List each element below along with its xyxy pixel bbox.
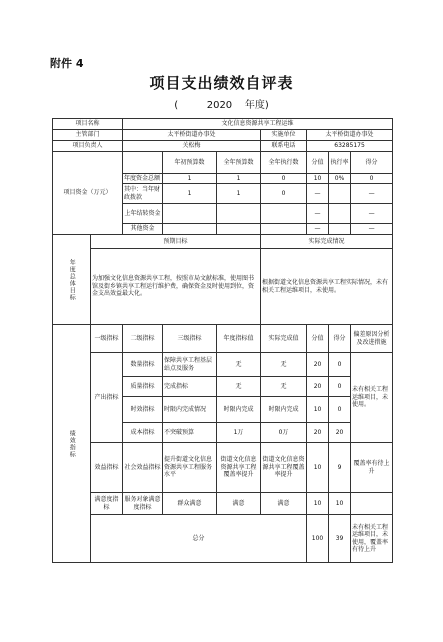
funds-cell [329, 224, 351, 235]
total-row [53, 515, 393, 563]
funds-cell: — [307, 184, 329, 204]
perf-got: 10 [329, 493, 351, 515]
perf-l2: 质量指标 [123, 377, 163, 397]
satisfaction-label: 满意度指标 [91, 493, 123, 515]
funds-header-1: 全年预算数 [217, 152, 261, 174]
total-label: 总分 [91, 515, 307, 563]
goals-section-label: 年度总体目标 [68, 258, 76, 301]
perf-row [53, 443, 393, 493]
funds-header-blank [123, 152, 163, 174]
perf-row [53, 353, 393, 377]
perf-reason: 覆盖率有待上升 [351, 443, 393, 493]
funds-cell [329, 204, 351, 224]
perf-reason [351, 493, 393, 515]
funds-header-3: 分值 [307, 152, 329, 174]
year-value: 2020 [206, 100, 233, 111]
goals-expected-header: 预期目标 [91, 235, 261, 249]
phone-value: 63285175 [307, 141, 393, 152]
perf-reason: 未有相关工程运维项目，未使用。 [351, 353, 393, 443]
perf-l2: 成本指标 [123, 423, 163, 443]
perf-l3: 提升街道文化信息资源共享工程服务水平 [163, 443, 217, 493]
output-label: 产出指标 [91, 353, 123, 443]
project-name-label: 项目名称 [53, 119, 123, 130]
perf-l2: 社会效益指标 [123, 443, 163, 493]
perf-actual: 满意 [261, 493, 307, 515]
funds-cell [217, 224, 261, 235]
perf-header-4: 实际完成值 [261, 325, 307, 353]
funds-row-label: 上年结转资金 [123, 204, 163, 224]
info-row-dept [53, 130, 393, 141]
perf-target: 街道文化信息资源共享工程覆盖率提升 [217, 443, 261, 493]
total-got: 39 [329, 515, 351, 563]
perf-actual: 0万 [261, 423, 307, 443]
perf-score: 10 [307, 397, 329, 423]
perf-header-7: 偏差原因分析及改进措施 [351, 325, 393, 353]
funds-cell: 0 [351, 174, 393, 184]
perf-score: 20 [307, 377, 329, 397]
perf-got: 20 [329, 423, 351, 443]
year-line [0, 96, 443, 111]
goals-header-row [53, 235, 393, 249]
project-name: 文化信息资源共享工程运维 [123, 119, 393, 130]
funds-cell [163, 204, 217, 224]
perf-l3: 完成指标 [163, 377, 217, 397]
perf-l2: 数量指标 [123, 353, 163, 377]
goals-body-row [53, 249, 393, 325]
perf-header-3: 年度指标值 [217, 325, 261, 353]
funds-cell: 1 [217, 184, 261, 204]
funds-cell: — [351, 204, 393, 224]
perf-actual: 无 [261, 353, 307, 377]
perf-target: 无 [217, 377, 261, 397]
impl-value: 太平桥街道办事处 [307, 130, 393, 141]
year-unit: 年度) [244, 100, 269, 111]
owner-value: 关松梅 [123, 141, 261, 152]
perf-actual: 无 [261, 377, 307, 397]
perf-header-0: 一级指标 [91, 325, 123, 353]
perf-header-row [53, 325, 393, 353]
perf-got: 0 [329, 377, 351, 397]
funds-row-label: 其他资金 [123, 224, 163, 235]
goals-section-cell [53, 235, 91, 325]
funds-cell: 0% [329, 174, 351, 184]
perf-target: 1万 [217, 423, 261, 443]
owner-label: 项目负责人 [53, 141, 123, 152]
evaluation-table [52, 118, 393, 563]
funds-cell: — [307, 224, 329, 235]
perf-score: 20 [307, 423, 329, 443]
impl-label: 实施单位 [261, 130, 307, 141]
funds-cell: — [351, 184, 393, 204]
dept-label: 主管部门 [53, 130, 123, 141]
funds-cell: — [351, 224, 393, 235]
perf-header-2: 三级指标 [163, 325, 217, 353]
perf-actual: 时限内完成 [261, 397, 307, 423]
perf-got: 0 [329, 397, 351, 423]
funds-header-0: 年初预算数 [163, 152, 217, 174]
funds-cell: 1 [163, 184, 217, 204]
page-title: 项目支出绩效自评表 [149, 74, 294, 92]
funds-cell [217, 204, 261, 224]
info-row-name [53, 119, 393, 130]
funds-cell: 0 [261, 184, 307, 204]
info-row-owner [53, 141, 393, 152]
perf-section-label: 绩效指标 [68, 429, 76, 458]
funds-section-label: 项目资金（万元） [53, 152, 123, 235]
funds-cell: 1 [217, 174, 261, 184]
funds-cell: — [307, 204, 329, 224]
benefit-label: 效益指标 [91, 443, 123, 493]
funds-header-2: 全年执行数 [261, 152, 307, 174]
year-open: ( [174, 100, 179, 111]
funds-cell [163, 224, 217, 235]
perf-got: 9 [329, 443, 351, 493]
goals-actual-header: 实际完成情况 [261, 235, 393, 249]
funds-cell: 0 [261, 174, 307, 184]
funds-cell [261, 224, 307, 235]
perf-got: 0 [329, 353, 351, 377]
perf-score: 20 [307, 353, 329, 377]
perf-l3: 时限内完成情况 [163, 397, 217, 423]
annex-label: 附件 4 [50, 57, 84, 70]
perf-header-5: 分值 [307, 325, 329, 353]
funds-header-5: 得分 [351, 152, 393, 174]
funds-header-row [53, 152, 393, 174]
funds-cell: 10 [307, 174, 329, 184]
funds-row-label: 其中：当年财政拨款 [123, 184, 163, 204]
perf-score: 10 [307, 443, 329, 493]
goals-expected: 为加强文化信息资源共享工程，按照市局文献标准，使用图书馆及街乡镇共享工程运行维护费，确保资金及时使用到位，资金支出效益最大化。 [91, 249, 261, 325]
dept-value: 太平桥街道办事处 [123, 130, 261, 141]
perf-target: 无 [217, 353, 261, 377]
total-score: 100 [307, 515, 329, 563]
funds-cell [329, 184, 351, 204]
perf-row [53, 493, 393, 515]
total-reason: 未有相关工程运维项目，未使用，覆盖率有待上升 [351, 515, 393, 563]
perf-l2: 服务对象满意度指标 [123, 493, 163, 515]
perf-l3: 不突破预算 [163, 423, 217, 443]
funds-header-4: 执行率 [329, 152, 351, 174]
perf-target: 时限内完成 [217, 397, 261, 423]
perf-l3: 保障共享工程基层站点及服务 [163, 353, 217, 377]
perf-actual: 街道文化信息资源共享工程覆盖率提升 [261, 443, 307, 493]
perf-section-cell [53, 325, 91, 563]
funds-cell: 1 [163, 174, 217, 184]
phone-label: 联系电话 [261, 141, 307, 152]
perf-header-6: 得分 [329, 325, 351, 353]
funds-cell [261, 204, 307, 224]
perf-target: 满意 [217, 493, 261, 515]
perf-l2: 时效指标 [123, 397, 163, 423]
goals-actual: 根据街道文化信息资源共享工程实际情况，未有相关工程运维项目，未使用。 [261, 249, 393, 325]
perf-score: 10 [307, 493, 329, 515]
funds-row-label: 年度资金总额 [123, 174, 163, 184]
perf-l3: 群众满意 [163, 493, 217, 515]
perf-header-1: 二级指标 [123, 325, 163, 353]
